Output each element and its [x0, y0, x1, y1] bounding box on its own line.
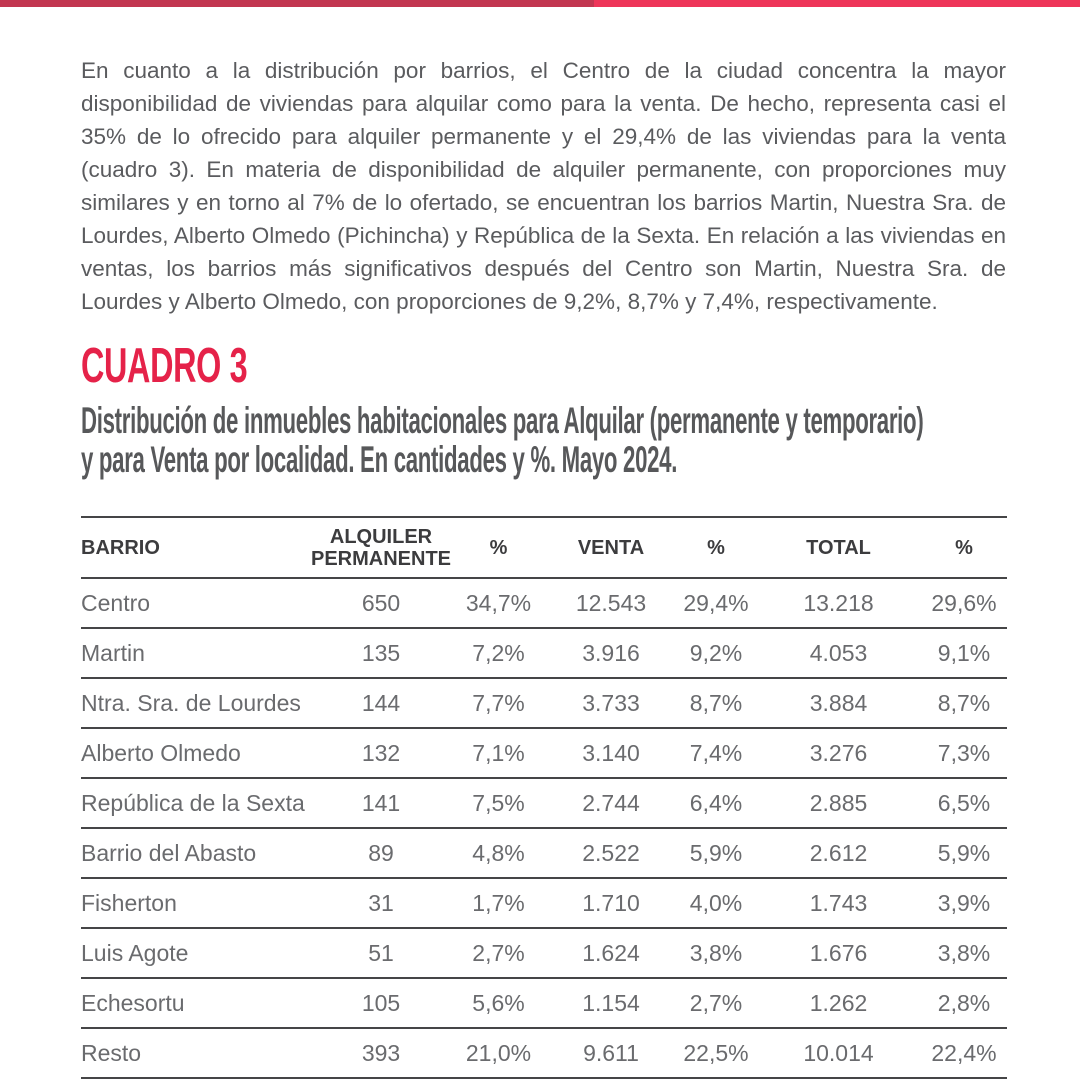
page-content	[0, 54, 1080, 1079]
value-cell: 29,4%	[676, 578, 756, 628]
cuadro-heading-text: CUADRO 3	[81, 339, 248, 393]
value-cell: 3,9%	[921, 878, 1007, 928]
header-venta: VENTA	[546, 517, 676, 578]
value-cell: 8,7%	[676, 678, 756, 728]
table-row	[81, 828, 1007, 878]
value-cell: 1.710	[546, 878, 676, 928]
table-subtitle	[81, 401, 1006, 479]
value-cell: 34,7%	[451, 578, 546, 628]
value-cell: 51	[311, 928, 451, 978]
value-cell: 10.014	[756, 1028, 921, 1078]
table-row	[81, 728, 1007, 778]
value-cell: 393	[311, 1028, 451, 1078]
top-accent-bar	[0, 0, 1080, 7]
value-cell: 2.744	[546, 778, 676, 828]
value-cell: 4,8%	[451, 828, 546, 878]
subtitle-line-2: y para Venta por localidad. En cantidades y %. Mayo 2024.	[81, 439, 678, 480]
value-cell: 12.543	[546, 578, 676, 628]
value-cell: 89	[311, 828, 451, 878]
value-cell: 21,0%	[451, 1028, 546, 1078]
header-alquiler-pct: %	[451, 517, 546, 578]
value-cell: 3.276	[756, 728, 921, 778]
value-cell: 3,8%	[676, 928, 756, 978]
barrio-cell: Alberto Olmedo	[81, 728, 311, 778]
table-row	[81, 928, 1007, 978]
value-cell: 650	[311, 578, 451, 628]
value-cell: 7,3%	[921, 728, 1007, 778]
header-alquiler-permanente: ALQUILER PERMANENTE	[311, 517, 451, 578]
value-cell: 8,7%	[921, 678, 1007, 728]
table-row	[81, 1028, 1007, 1078]
value-cell: 31	[311, 878, 451, 928]
value-cell: 3.733	[546, 678, 676, 728]
value-cell: 13.218	[756, 578, 921, 628]
value-cell: 2.612	[756, 828, 921, 878]
intro-paragraph: En cuanto a la distribución por barrios, el Centro de la ciudad concentra la mayor disponibilidad de viviendas para alquilar como para la venta. De hecho, representa casi el 35% de lo ofrecido para alquiler permanente y el 29,4% de las viviendas para la venta (cuadro 3). En materia de disponibilidad de alquiler permanente, con proporciones muy similares y en torno al 7% de lo ofertado, se encuentran los barrios Martin, Nuestra Sra. de Lourdes, Alberto Olmedo (Pichincha) y República de la Sexta. En relación a las viviendas en ventas, los barrios más significativos después del Centro son Martin, Nuestra Sra. de Lourdes y Alberto Olmedo, con proporciones de 9,2%, 8,7% y 7,4%, respectivamente.	[81, 58, 1006, 314]
value-cell: 6,4%	[676, 778, 756, 828]
value-cell: 9,2%	[676, 628, 756, 678]
value-cell: 2.885	[756, 778, 921, 828]
value-cell: 7,1%	[451, 728, 546, 778]
value-cell: 1.262	[756, 978, 921, 1028]
value-cell: 135	[311, 628, 451, 678]
barrio-cell: Centro	[81, 578, 311, 628]
value-cell: 22,4%	[921, 1028, 1007, 1078]
value-cell: 1.624	[546, 928, 676, 978]
value-cell: 1.743	[756, 878, 921, 928]
header-barrio: BARRIO	[81, 517, 311, 578]
value-cell: 6,5%	[921, 778, 1007, 828]
value-cell: 7,4%	[676, 728, 756, 778]
value-cell: 132	[311, 728, 451, 778]
barrio-cell: Barrio del Abasto	[81, 828, 311, 878]
value-cell: 5,6%	[451, 978, 546, 1028]
table-header-row	[81, 517, 1007, 578]
table-row	[81, 978, 1007, 1028]
cuadro-heading	[81, 339, 1006, 393]
value-cell: 2,7%	[451, 928, 546, 978]
value-cell: 22,5%	[676, 1028, 756, 1078]
table-row	[81, 778, 1007, 828]
value-cell: 4.053	[756, 628, 921, 678]
value-cell: 5,9%	[676, 828, 756, 878]
value-cell: 29,6%	[921, 578, 1007, 628]
subtitle-line-1: Distribución de inmuebles habitacionales para Alquilar (permanente y temporario)	[81, 400, 924, 441]
value-cell: 2.522	[546, 828, 676, 878]
table-row	[81, 578, 1007, 628]
header-total-pct: %	[921, 517, 1007, 578]
header-total: TOTAL	[756, 517, 921, 578]
value-cell: 4,0%	[676, 878, 756, 928]
table-row	[81, 878, 1007, 928]
barrio-cell: República de la Sexta	[81, 778, 311, 828]
table-row	[81, 678, 1007, 728]
value-cell: 7,5%	[451, 778, 546, 828]
value-cell: 3.140	[546, 728, 676, 778]
header-venta-pct: %	[676, 517, 756, 578]
barrio-cell: Ntra. Sra. de Lourdes	[81, 678, 311, 728]
value-cell: 5,9%	[921, 828, 1007, 878]
value-cell: 3,8%	[921, 928, 1007, 978]
value-cell: 7,2%	[451, 628, 546, 678]
table-row	[81, 628, 1007, 678]
value-cell: 2,8%	[921, 978, 1007, 1028]
barrio-cell: Fisherton	[81, 878, 311, 928]
barrio-cell: Resto	[81, 1028, 311, 1078]
value-cell: 1.676	[756, 928, 921, 978]
value-cell: 9,1%	[921, 628, 1007, 678]
value-cell: 9.611	[546, 1028, 676, 1078]
value-cell: 105	[311, 978, 451, 1028]
value-cell: 3.884	[756, 678, 921, 728]
barrio-cell: Echesortu	[81, 978, 311, 1028]
value-cell: 144	[311, 678, 451, 728]
barrio-cell: Martin	[81, 628, 311, 678]
value-cell: 3.916	[546, 628, 676, 678]
value-cell: 2,7%	[676, 978, 756, 1028]
value-cell: 141	[311, 778, 451, 828]
table-body	[81, 578, 1007, 1078]
barrio-cell: Luis Agote	[81, 928, 311, 978]
barrios-table	[81, 516, 1007, 1079]
value-cell: 7,7%	[451, 678, 546, 728]
table-header	[81, 517, 1007, 578]
value-cell: 1.154	[546, 978, 676, 1028]
value-cell: 1,7%	[451, 878, 546, 928]
